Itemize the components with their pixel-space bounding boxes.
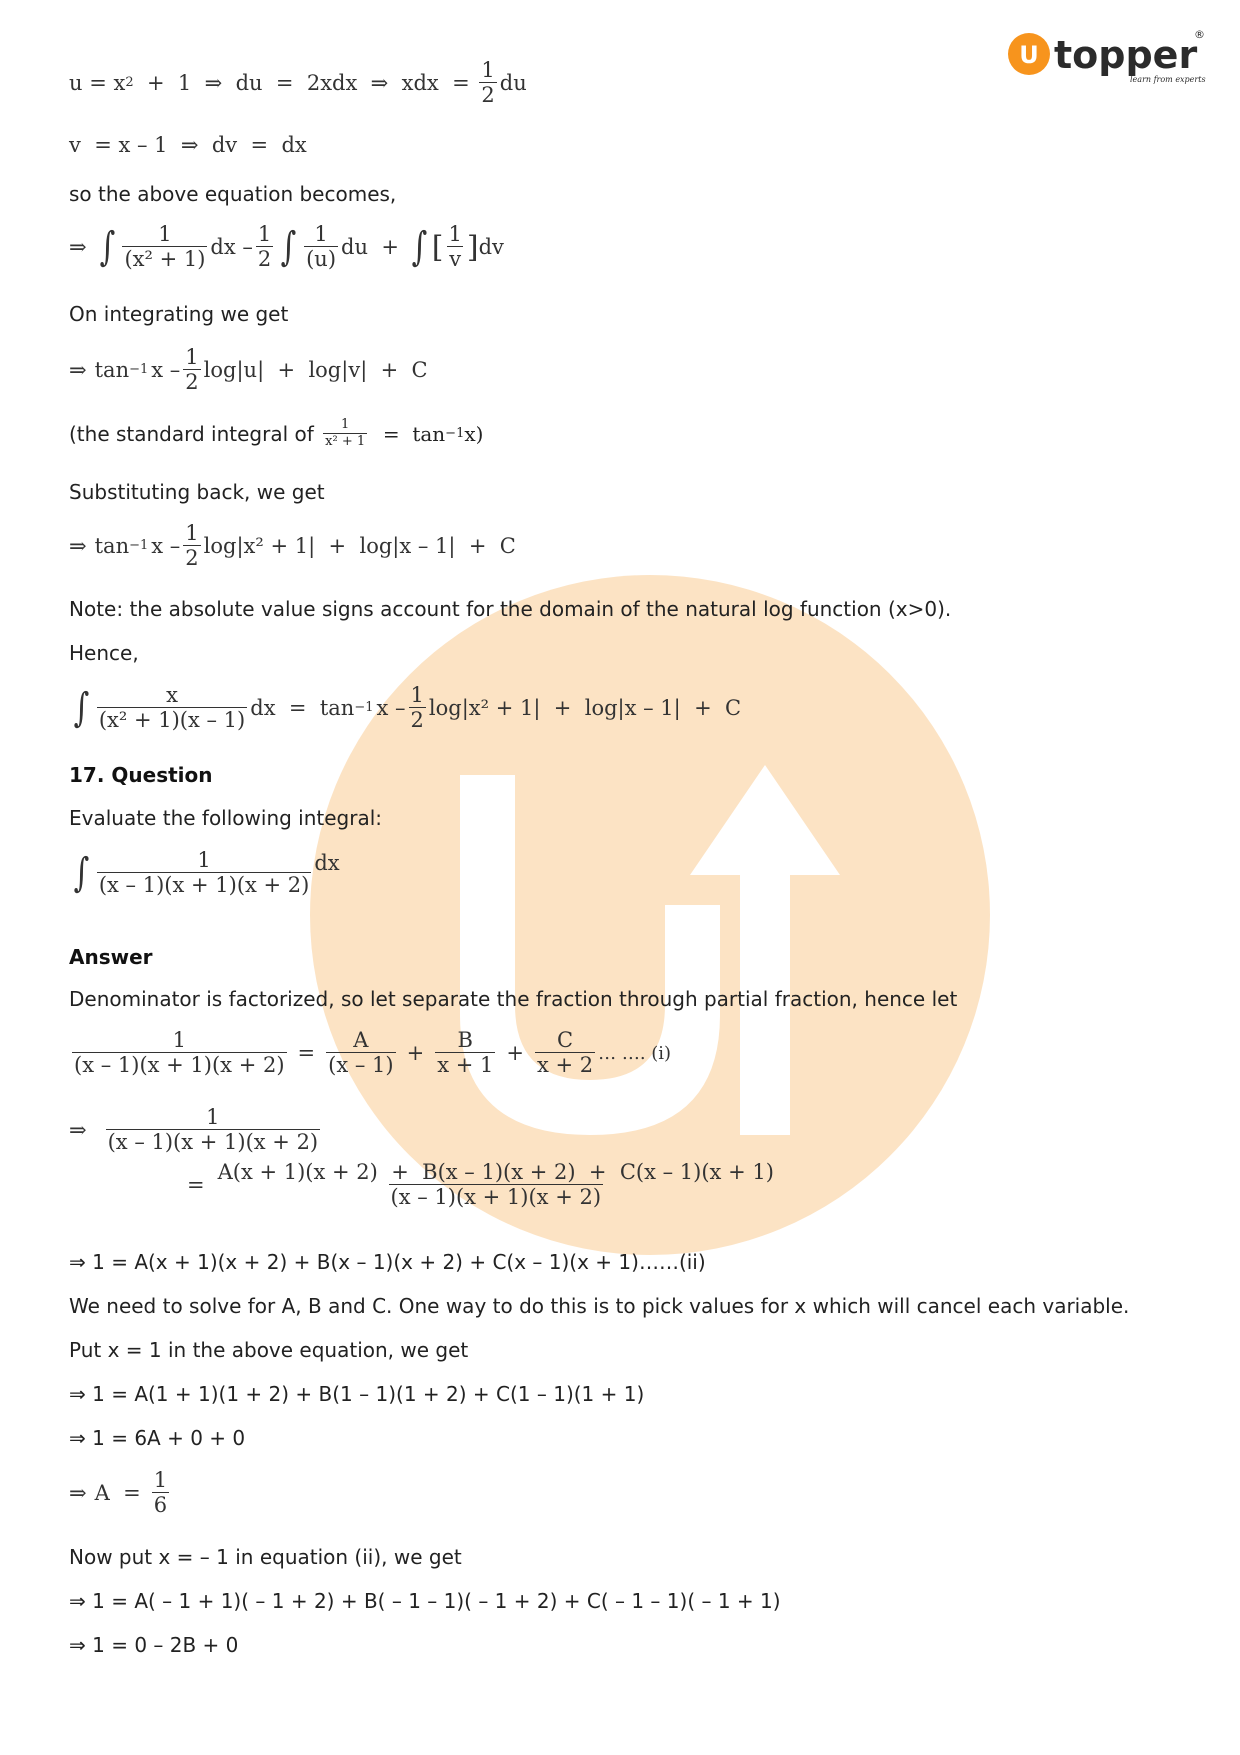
integral-equation: ⇒ ∫ $\frac{1}{\text{(x² + 1)}}$ dx – $\frac{1}{2}$ ∫ $\frac{1}{(u)}$ du + ∫ [ $\frac{1}{v}$ ] dv	[69, 222, 504, 272]
half-fraction: $\frac{1}{2}$	[185, 521, 199, 571]
hence-text: Hence,	[69, 641, 139, 665]
step-1: ⇒ 1 = A(1 + 1)(1 + 2) + B(1 – 1)(1 + 2) + C(1 – 1)(1 + 1)	[69, 1382, 645, 1406]
step-4: ⇒ 1 = 0 – 2B + 0	[69, 1633, 239, 1657]
on-integrating-text: On integrating we get	[69, 302, 289, 326]
solve-text: We need to solve for A, B and C. One way to do this is to pick values for x which will cancel each variable.	[69, 1294, 1130, 1318]
answer-heading: Answer	[69, 945, 153, 969]
partial-fraction-rhs: = $\frac{A(x + 1)(x + 2) + B(x - 1)(x + 2) + C(x - 1)(x + 1)}{(x - 1)(x + 1)(x + 2)}$	[187, 1160, 774, 1210]
fraction-3: $\frac{1}{(u)}$	[306, 222, 337, 272]
sub-u-after: du	[499, 71, 527, 96]
note-text: Note: the absolute value signs account for the domain of the natural log function (x>0).	[69, 597, 952, 621]
half-fraction: $\frac{1}{2}$	[481, 58, 495, 108]
question-fraction: $\frac{1}{(x - 1)(x + 1)(x + 2)}$	[98, 848, 310, 898]
integral-sign: ∫	[73, 850, 90, 897]
page-content	[69, 0, 1189, 1755]
standard-integral-note: (the standard integral of $\frac{1}{\text{x² + 1}}$ = tan −1 x)	[69, 417, 484, 449]
question-integral: ∫ $\frac{1}{(x - 1)(x + 1)(x + 2)}$ dx	[73, 848, 340, 898]
sub-u-line: u = x 2 + 1 ⇒ du = 2xdx ⇒ xdx = $\frac{1}{2}$ du	[69, 58, 527, 108]
du-term: du +	[341, 235, 399, 260]
fraction-4: $\frac{1}{v}$	[448, 222, 462, 272]
partial-fraction-i: $\frac{1}{(x - 1)(x + 1)(x + 2)}$ = $\frac{A}{(x - 1)}$ + $\frac{B}{x + 1}$ + $\frac{C}{x + 2}$ … …. (i)	[74, 1028, 672, 1078]
sub-u-mid: + 1 ⇒ du = 2xdx ⇒ xdx =	[133, 71, 477, 96]
b-fraction: $\frac{B}{x + 1}$	[437, 1028, 494, 1078]
dx-term: dx –	[210, 235, 253, 260]
question-heading: 17. Question	[69, 763, 213, 787]
partial-fraction-lhs: ⇒ $\frac{1}{(x - 1)(x + 1)(x + 2)}$	[69, 1105, 319, 1155]
integral-sign: ∫	[99, 224, 115, 271]
put-x-minus-1-text: Now put x = – 1 in equation (ii), we get	[69, 1545, 462, 1569]
sub-v-line: v = x – 1 ⇒ dv = dx	[69, 133, 307, 157]
final-result: ∫ $\frac{x}{\text{(x² + 1)(x – 1)}}$ dx = tan −1 x – $\frac{1}{2}$ log|x² + 1| + log|x – 1| + C	[73, 683, 742, 733]
put-x-1-text: Put x = 1 in the above equation, we get	[69, 1338, 469, 1362]
logo-text: topper	[1054, 33, 1198, 77]
rhs-fraction: $\frac{A(x + 1)(x + 2) + B(x - 1)(x + 2) + C(x - 1)(x + 1)}{(x - 1)(x + 1)(x + 2)}$	[217, 1160, 774, 1210]
dv-term: dv	[478, 235, 504, 260]
question-prompt: Evaluate the following integral:	[69, 806, 383, 830]
standard-fraction: $\frac{1}{\text{x² + 1}}$	[325, 417, 366, 449]
lhs-fraction: $\frac{1}{(x - 1)(x + 1)(x + 2)}$	[107, 1105, 319, 1155]
fraction-2: $\frac{1}{2}$	[257, 222, 272, 272]
lhs-fraction: $\frac{1}{(x - 1)(x + 1)(x + 2)}$	[74, 1028, 285, 1078]
a-value: ⇒ A = $\frac{1}{6}$	[69, 1468, 168, 1518]
substituting-text: Substituting back, we get	[69, 480, 325, 504]
final-fraction: $\frac{x}{\text{(x² + 1)(x – 1)}}$	[98, 683, 246, 733]
half-fraction: $\frac{1}{2}$	[410, 683, 424, 733]
integral-sign: ∫	[280, 224, 297, 271]
integral-sign: ∫	[411, 224, 428, 271]
a-fraction: $\frac{A}{(x - 1)}$	[328, 1028, 394, 1078]
equation-ii: ⇒ 1 = A(x + 1)(x + 2) + B(x – 1)(x + 2) + C(x – 1)(x + 1)……(ii)	[69, 1250, 706, 1274]
so-above-text: so the above equation becomes,	[69, 182, 397, 206]
a-value-fraction: $\frac{1}{6}$	[153, 1468, 168, 1518]
logo-badge: U	[1019, 41, 1039, 69]
step-3: ⇒ 1 = A( – 1 + 1)( – 1 + 2) + B( – 1 – 1)( – 1 + 2) + C( – 1 – 1)( – 1 + 1)	[69, 1589, 781, 1613]
step-2: ⇒ 1 = 6A + 0 + 0	[69, 1426, 246, 1450]
registered-mark: ®	[1194, 28, 1205, 41]
sub-u-left: u = x	[69, 71, 126, 96]
result-1: ⇒ tan −1 x – $\frac{1}{2}$ log|u| + log|v| + C	[69, 345, 428, 395]
integral-sign: ∫	[73, 685, 90, 732]
fraction-1: $\frac{1}{\text{(x² + 1)}}$	[124, 222, 206, 272]
c-fraction: $\frac{C}{x + 2}$	[536, 1028, 594, 1078]
arrow: ⇒	[69, 235, 87, 260]
topper-logo	[1008, 26, 1208, 96]
result-2: ⇒ tan −1 x – $\frac{1}{2}$ log|x² + 1| + log|x – 1| + C	[69, 521, 516, 571]
logo-tagline: learn from experts	[1130, 75, 1206, 84]
answer-intro: Denominator is factorized, so let separate the fraction through partial fraction, hence let	[69, 987, 958, 1011]
half-fraction: $\frac{1}{2}$	[185, 345, 199, 395]
